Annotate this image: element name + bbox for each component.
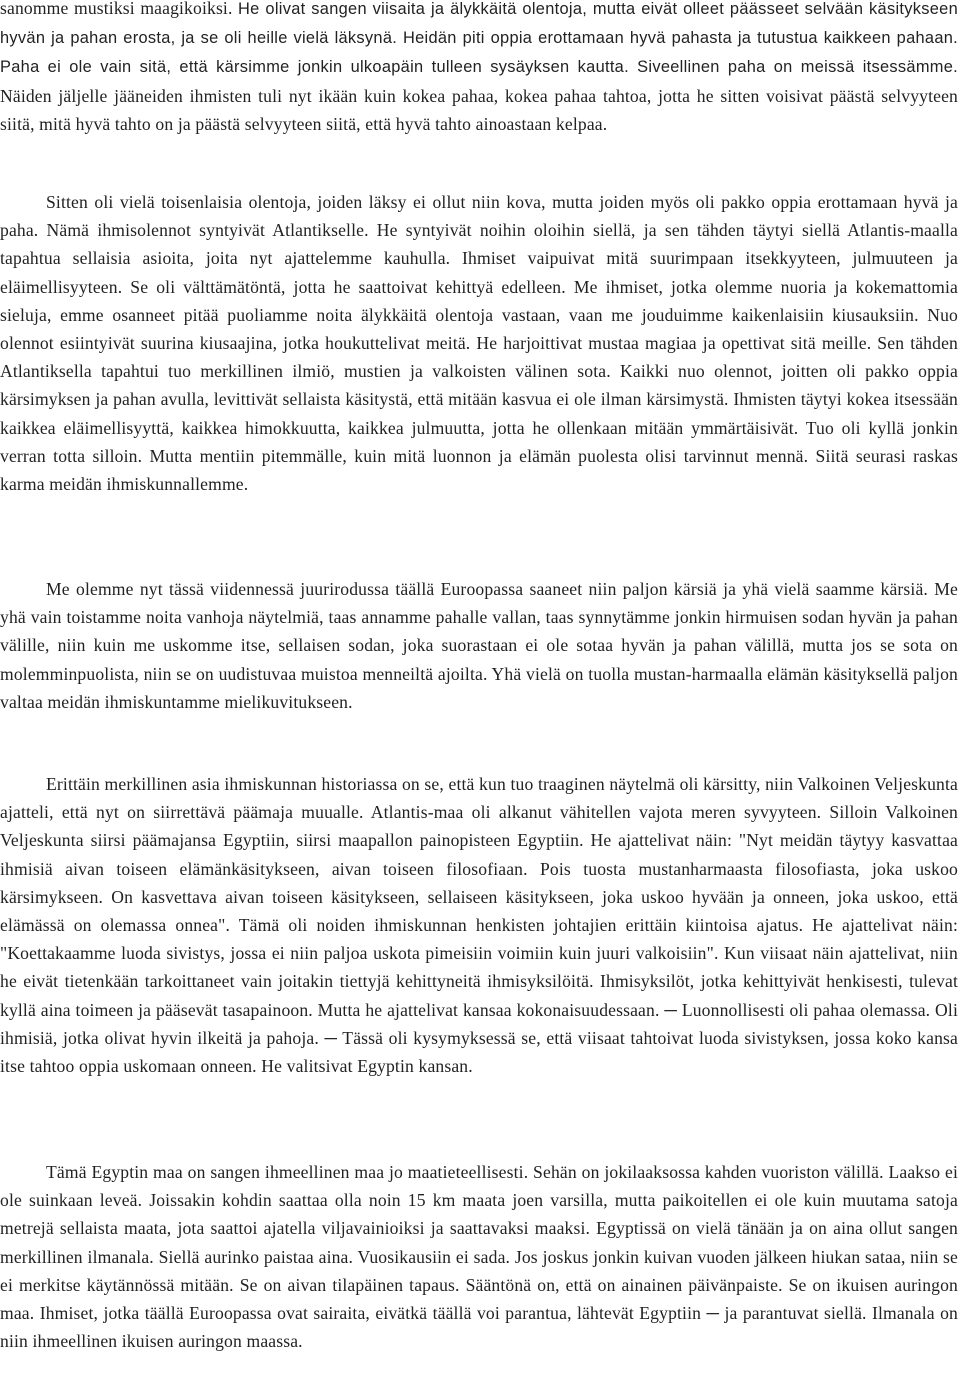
paragraph-2: Sitten oli vielä toisenlaisia olentoja, joiden läksy ei ollut niin kova, mutta joiden myös oli pakko oppia erottamaan hyvä ja paha. Nämä ihmisolennot syntyivät Atlantikselle. He syntyivät noihin oloihin siellä, ja sen tähden täytyi siellä Atlantis-maalla tapahtua sellaisia asioita, joita nyt ajattelemme kauhulla. Ihmiset vaipuivat mitä suurimpaan itsekkyyteen, julmuuteen ja eläimellisyyteen. Se oli välttämätöntä, jotta he saattoivat kehittyä edelleen. Me ihmiset, jotka olemme nuoria ja kokemattomia sieluja, emme osanneet pitää puoliamme noita älykkäitä olentoja vastaan, vaan me jouduimme kaikenlaisiin kiusauksiin. Nuo olennot esiintyivät suurina kiusaajina, jotka houkuttelivat meitä. He harjoittivat mustaa magiaa ja opettivat sitä meille. Sen tähden Atlantiksella tapahtui tuo merkillinen ilmiö, mustien ja valkoisten välinen sota. Kaikki nuo olennot, joitten oli pakko oppia kärsimyksen ja pahan avulla, levittivät sellaista käsitystä, että mitään kasvua ei ole ilman kärsimystä. Ihmisten täytyi kokea itsessään kaikkea eläimellisyyttä, kaikkea himokkuutta, kaikkea julmuutta, jotta he ollenkaan mitään ymmärtäisivät. Tuo oli kyllä jonkin verran totta silloin. Mutta mentiin pitemmälle, kuin mitä luonnon ja elämän puolesta olisi tarvinnut mennä. Siitä seurasi raskas karma meidän ihmiskunnallemme. [0, 192, 958, 495]
paragraph-1-sentence-3: Näiden jäljelle jääneiden ihmisten tuli nyt ikään kuin kokea pahaa, kokea pahaa tahtoa, jotta he sitten voisivat päästä selvyyteen siitä, mitä hyvä tahto on ja päästä selvyyteen siitä, että hyvä tahto ainoastaan kelpaa. [0, 85, 958, 134]
paragraph-3: Me olemme nyt tässä viidennessä juurirodussa täällä Euroopassa saaneet niin paljon kärsiä ja yhä vielä saamme kärsiä. Me yhä vain toistamme noita vanhoja näytelmiä, taas annamme pahalle vallan, taas synnytämme jonkin hirmuisen sodan hyvän ja pahan välille, niin kuin me uskomme itse, sellaisen sodan, joka suorastaan ei ole sotaa hyvän ja pahan välillä, mutta jos se sota on molemminpuolista, niin se on uudistuvaa muistoa menneiltä ajoilta. Yhä vielä on tuolla mustan-harmaalla elämän käsityksellä paljon valtaa meidän ihmiskuntamme mielikuvitukseen. [0, 579, 958, 712]
paragraph-1 [0, 0, 958, 138]
paragraph-5: Tämä Egyptin maa on sangen ihmeellinen maa jo maatieteellisesti. Sehän on jokilaaksossa kahden vuoriston välillä. Laakso ei ole suinkaan leveä. Joissakin kohdin saattaa olla noin 15 km maata joen varsilla, mutta paikoitellen ei ole kuin muutama satoja metrejä sellaista maata, jota saattoi ajatella viljavainioiksi ja saattavaksi maaksi. Egyptissä on vielä tänään ja on aina ollut sangen merkillinen ilmanala. Siellä aurinko paistaa aina. Vuosikausiin ei sada. Jos joskus jonkin kuivan vuoden jälkeen hiukan sataa, niin se ei merkitse käytännössä mitään. Se on aivan tilapäinen tapaus. Sääntönä on, että on ainainen päivänpaiste. Se on ikuisen auringon maa. Ihmiset, jotka täällä Euroopassa ovat sairaita, eivätkä täällä voi parantua, lähtevät Egyptiin ─ ja parantuvat siellä. Ilmanala on niin ihmeellinen ikuisen auringon maassa. [0, 1162, 958, 1352]
paragraph-4: Erittäin merkillinen asia ihmiskunnan historiassa on se, että kun tuo traaginen näytelmä oli kärsitty, niin Valkoinen Veljeskunta ajatteli, että nyt on siirrettävä päämaja muualle. Atlantis-maa oli alkanut vähitellen vajota meren syvyyteen. Silloin Valkoinen Veljeskunta siirsi päämajansa Egyptiin, siirsi maapallon painopisteen Egyptiin. He ajattelivat näin: "Nyt meidän täytyy kasvattaa ihmisiä aivan toiseen elämänkäsitykseen, aivan toiseen filosofiaan. Pois tuosta mustanharmaasta filosofiasta, joka uskoo kärsimykseen. On kasvettava aivan toiseen käsitykseen, sellaiseen käsitykseen, joka uskoo hyvään ja onneen, joka uskoo, että elämässä on olemassa onnea". Tämä oli noiden ihmiskunnan henkisten johtajien erittäin kiintoisa ajatus. He ajattelivat näin: "Koettakaamme luoda sivistys, jossa ei niin paljoa uskota pimeisiin voimiin kuin juuri valkoisiin". Kun viisaat näin ajattelivat, niin he eivät tietenkään tarkoittaneet vain joitakin tiettyjä kehittyneitä ihmisyksilöitä. Ihmisyksilöt, jotka kehittyivät henkisesti, tulevat kyllä aina toimeen ja pääsevät tasapainoon. Mutta he ajattelivat kansaa kokonaisuudessaan. ─ Luonnollisesti oli pahaa olemassa. Oli ihmisiä, jotka olivat hyvin ilkeitä ja pahoja. ─ Tässä oli kysymyksessä se, että viisaat tahtoivat luoda sivistyksen, jossa koko kansa itse tahtoo oppia uskomaan onneen. He valitsivat Egyptin kansan. [0, 774, 958, 1077]
paragraph-1-sans-passage: He olivat sangen viisaita ja älykkäitä olentoja, mutta eivät olleet päässeet selvään käsitykseen hyvän ja pahan erosta, ja se oli heille vielä läksynä. Heidän piti oppia erottamaan hyvä pahasta ja tutustua kaikkeen pahaan. Paha ei ole vain sitä, että kärsimme jonkin ulkoapäin tulleen sysäyksen kautta. Siveellinen paha on meissä itsessämme. [0, 0, 958, 77]
paragraph-1-sentence-1: sanomme mustiksi maagikoiksi. [0, 0, 233, 18]
